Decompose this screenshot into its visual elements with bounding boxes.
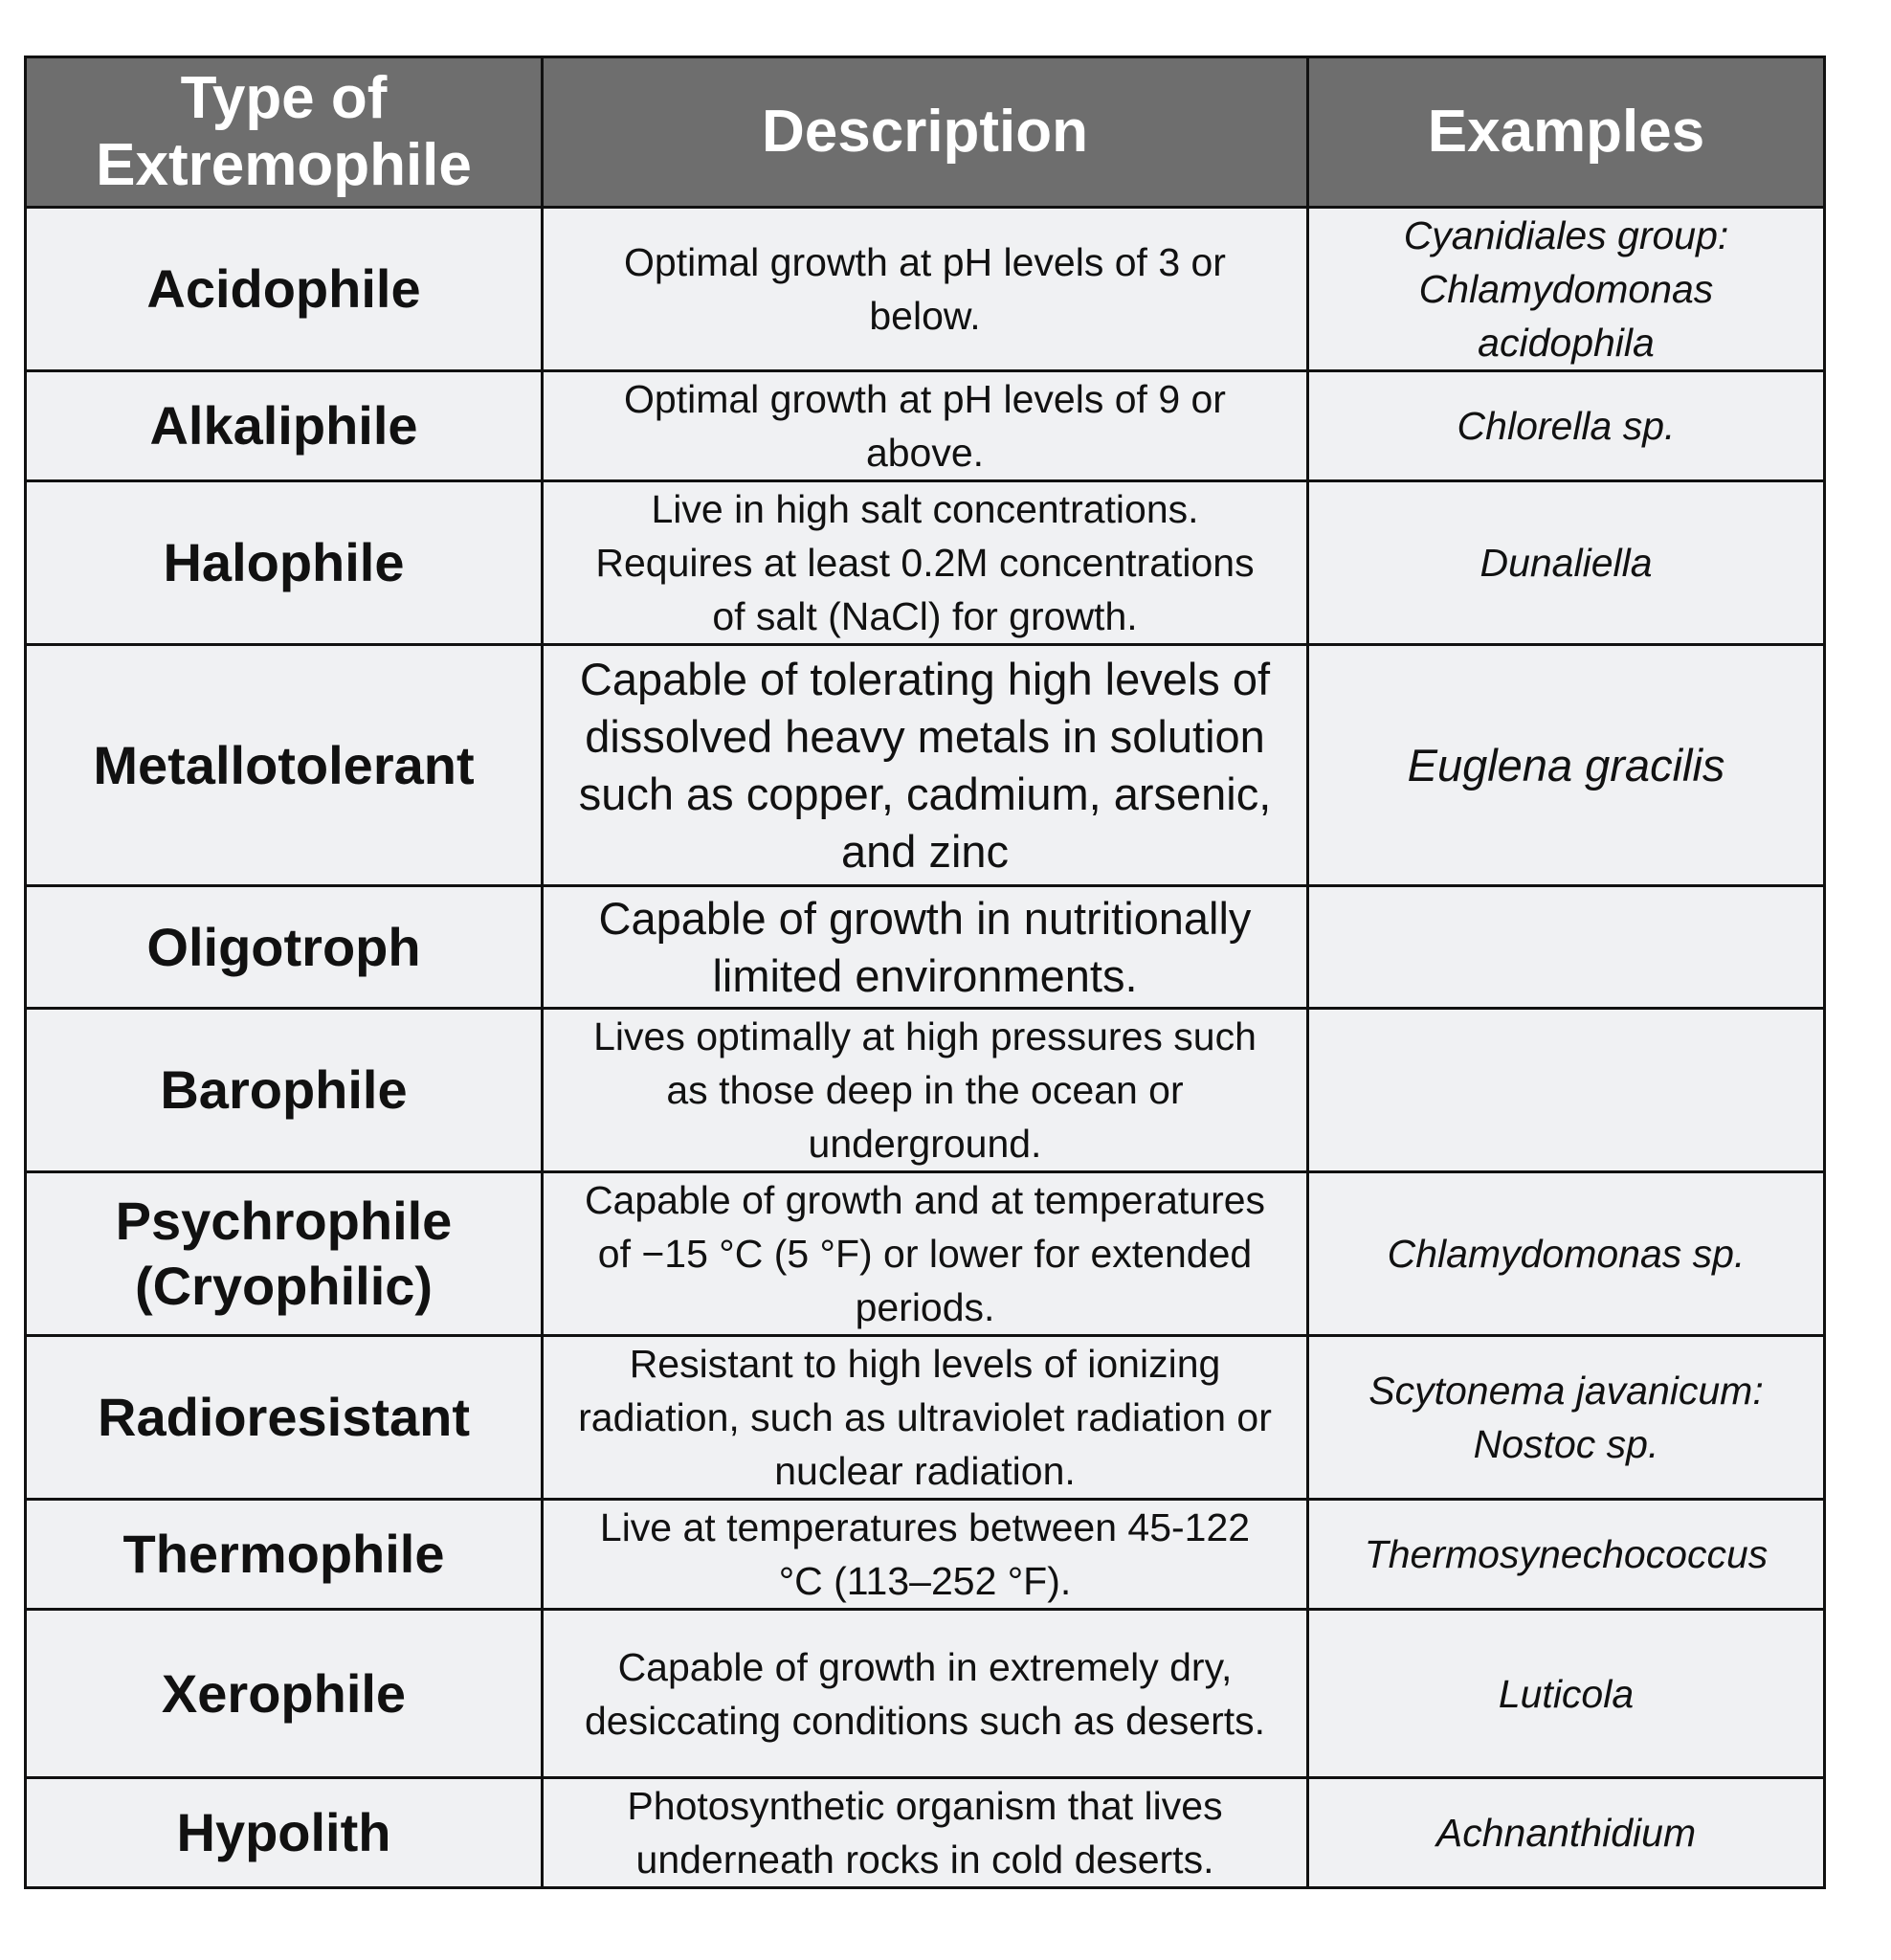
description-cell: Photosynthetic organism that lives underneath rocks in cold deserts.	[543, 1778, 1308, 1888]
table-row	[26, 1009, 1825, 1172]
table-row	[26, 1610, 1825, 1778]
header-type-of-extremophile	[26, 57, 543, 208]
examples-cell: Scytonema javanicum: Nostoc sp.	[1308, 1336, 1825, 1500]
type-cell: Metallotolerant	[26, 645, 543, 886]
table-row	[26, 1172, 1825, 1336]
table-row	[26, 208, 1825, 371]
examples-cell: Cyanidiales group: Chlamydomonas acidophila	[1308, 208, 1825, 371]
examples-cell: Dunaliella	[1308, 481, 1825, 645]
header-description: Description	[543, 57, 1308, 208]
description-cell: Capable of tolerating high levels of dissolved heavy metals in solution such as copper, cadmium, arsenic, and zinc	[543, 645, 1308, 886]
type-cell: Barophile	[26, 1009, 543, 1172]
description-cell: Live at temperatures between 45-122 °C (113–252 °F).	[543, 1500, 1308, 1610]
examples-cell: Thermosynechococcus	[1308, 1500, 1825, 1610]
table-row	[26, 1500, 1825, 1610]
description-cell: Optimal growth at pH levels of 3 or below.	[543, 208, 1308, 371]
examples-cell: Chlorella sp.	[1308, 371, 1825, 481]
type-cell: Psychrophile (Cryophilic)	[26, 1172, 543, 1336]
table-row	[26, 645, 1825, 886]
examples-cell: Luticola	[1308, 1610, 1825, 1778]
description-cell: Lives optimally at high pressures such as those deep in the ocean or underground.	[543, 1009, 1308, 1172]
description-cell: Capable of growth in nutritionally limited environments.	[543, 886, 1308, 1009]
type-cell: Xerophile	[26, 1610, 543, 1778]
table-row	[26, 481, 1825, 645]
type-cell: Thermophile	[26, 1500, 543, 1610]
examples-cell	[1308, 1009, 1825, 1172]
table-body	[26, 208, 1825, 1888]
header-row	[26, 57, 1825, 208]
type-cell: Acidophile	[26, 208, 543, 371]
header-examples: Examples	[1308, 57, 1825, 208]
header-type-line: Extremophile	[96, 132, 472, 198]
description-cell: Capable of growth in extremely dry, desiccating conditions such as deserts.	[543, 1610, 1308, 1778]
description-cell: Resistant to high levels of ionizing radiation, such as ultraviolet radiation or nuclear radiation.	[543, 1336, 1308, 1500]
extremophile-table	[24, 56, 1826, 1889]
examples-cell: Euglena gracilis	[1308, 645, 1825, 886]
type-cell: Hypolith	[26, 1778, 543, 1888]
type-cell: Oligotroph	[26, 886, 543, 1009]
type-cell: Radioresistant	[26, 1336, 543, 1500]
table-row	[26, 1778, 1825, 1888]
examples-cell	[1308, 886, 1825, 1009]
type-cell: Halophile	[26, 481, 543, 645]
table-row	[26, 1336, 1825, 1500]
examples-cell: Chlamydomonas sp.	[1308, 1172, 1825, 1336]
examples-cell: Achnanthidium	[1308, 1778, 1825, 1888]
description-cell: Live in high salt concentrations. Requires at least 0.2M concentrations of salt (NaCl) for growth.	[543, 481, 1308, 645]
header-type-line: Type of	[180, 65, 388, 131]
table-row	[26, 371, 1825, 481]
table-header	[26, 57, 1825, 208]
description-cell: Optimal growth at pH levels of 9 or above.	[543, 371, 1308, 481]
description-cell: Capable of growth and at temperatures of −15 °C (5 °F) or lower for extended periods.	[543, 1172, 1308, 1336]
table-row	[26, 886, 1825, 1009]
type-cell: Alkaliphile	[26, 371, 543, 481]
